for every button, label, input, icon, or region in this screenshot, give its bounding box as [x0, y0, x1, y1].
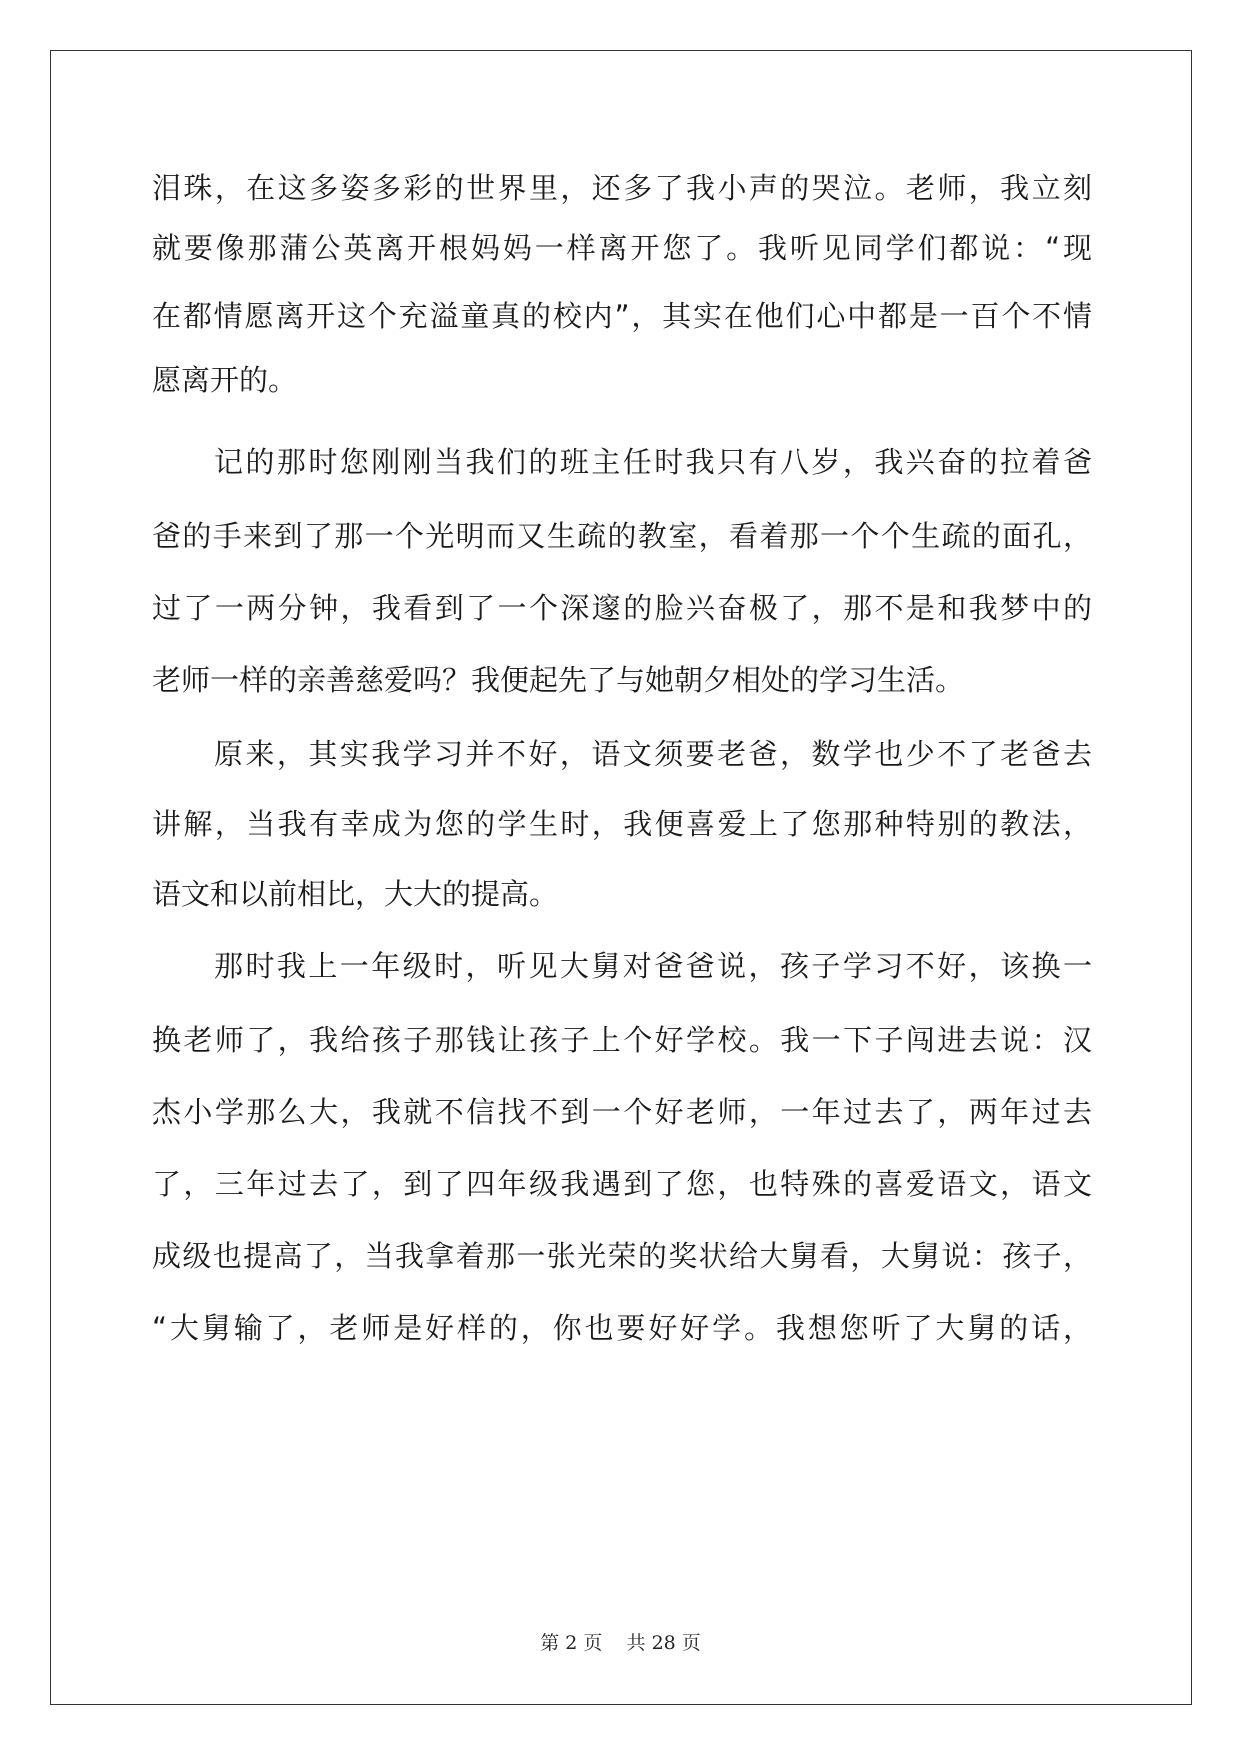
text-line: 了，三年过去了，到了四年级我遇到了您，也特殊的喜爱语文，语文 — [152, 1167, 1092, 1201]
text-line: 那时我上一年级时，听见大舅对爸爸说，孩子学习不好，该换一 — [214, 949, 1092, 983]
text-line: 愿离开的。 — [152, 363, 298, 397]
page-footer — [0, 1631, 1241, 1655]
text-line: 杰小学那么大，我就不信找不到一个好老师，一年过去了，两年过去 — [152, 1095, 1092, 1129]
text-line: 泪珠，在这多姿多彩的世界里，还多了我小声的哭泣。老师，我立刻 — [152, 171, 1092, 205]
text-line: 记的那时您刚刚当我们的班主任时我只有八岁，我兴奋的拉着爸 — [214, 445, 1092, 479]
text-line: 过了一两分钟，我看到了一个深邃的脸兴奋极了，那不是和我梦中的 — [152, 591, 1092, 625]
text-line: 语文和以前相比，大大的提高。 — [152, 877, 559, 911]
text-line: 成级也提高了，当我拿着那一张光荣的奖状给大舅看，大舅说：孩子， — [152, 1239, 1092, 1273]
text-line: 讲解，当我有幸成为您的学生时，我便喜爱上了您那种特别的教法， — [152, 807, 1092, 841]
page-total: 共 28 页 — [626, 1632, 701, 1654]
text-line: 换老师了，我给孩子那钱让孩子上个好学校。我一下子闯进去说：汉 — [152, 1023, 1092, 1057]
text-line: 在都情愿离开这个充溢童真的校内”，其实在他们心中都是一百个不情 — [152, 299, 1092, 333]
text-line: 原来，其实我学习并不好，语文须要老爸，数学也少不了老爸去 — [214, 737, 1092, 771]
page-number: 第 2 页 — [540, 1632, 603, 1654]
text-line: 老师一样的亲善慈爱吗？我便起先了与她朝夕相处的学习生活。 — [152, 663, 965, 697]
text-line: “大舅输了，老师是好样的，你也要好好学。我想您听了大舅的话， — [152, 1311, 1092, 1345]
text-line: 爸的手来到了那一个光明而又生疏的教室，看着那一个个生疏的面孔， — [152, 519, 1092, 553]
text-line: 就要像那蒲公英离开根妈妈一样离开您了。我听见同学们都说：“现 — [152, 231, 1092, 265]
